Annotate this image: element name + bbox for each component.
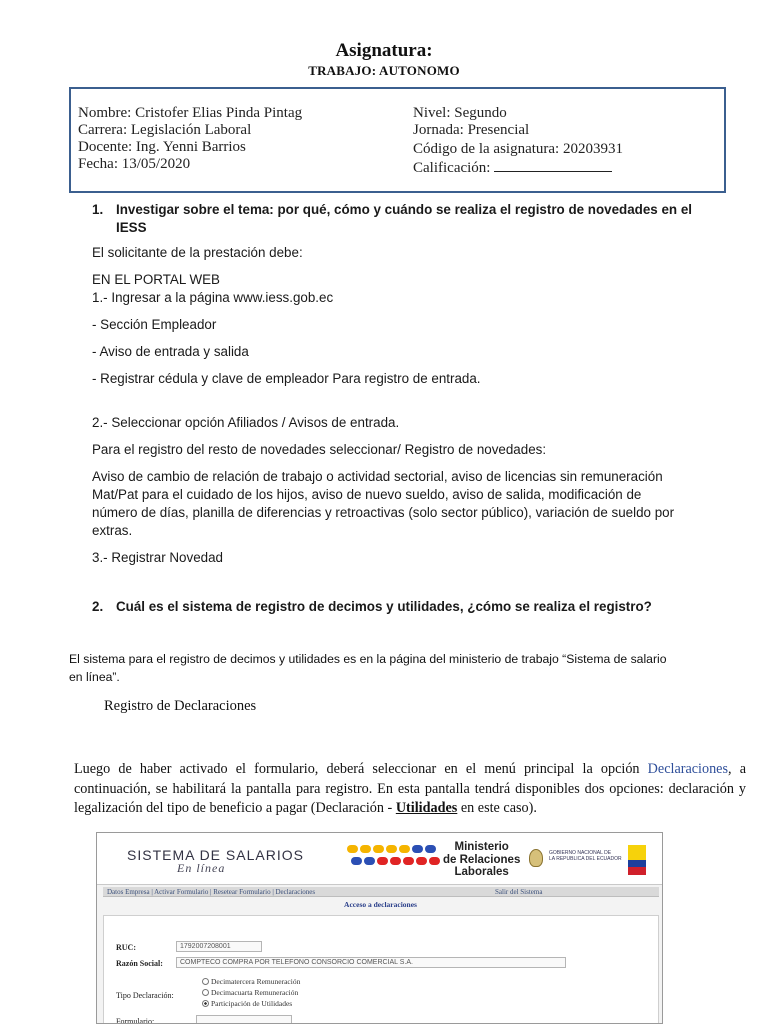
utilidades-text: Utilidades xyxy=(395,800,458,816)
step-1: 1.- Ingresar a la página www.iess.gob.ec xyxy=(92,290,334,305)
radio-circle-icon xyxy=(202,989,209,996)
radio-utilidades[interactable]: Participación de Utilidades xyxy=(202,999,292,1008)
step-aviso: - Aviso de entrada y salida xyxy=(92,344,249,359)
student-name: Nombre: Cristofer Elias Pinda Pintag xyxy=(78,105,303,121)
ruc-field[interactable]: 1792007208001 xyxy=(176,941,262,952)
logout-link[interactable]: Salir del Sistema xyxy=(495,888,543,896)
logo-dot xyxy=(364,857,375,865)
registro-text-c: en este caso). xyxy=(457,800,537,816)
level: Nivel: Segundo xyxy=(413,105,507,121)
question-1-number: 1. xyxy=(92,202,104,217)
ministry-line-3: Laborales xyxy=(454,866,509,878)
logo-dot xyxy=(412,845,423,853)
government-line-1: GOBIERNO NACIONAL DE xyxy=(549,850,612,856)
course-code: Código de la asignatura: 20203931 xyxy=(413,141,623,157)
logo-dot xyxy=(399,845,410,853)
sistema-line-1: El sistema para el registro de decimos y utilidades es en la página del ministerio de trabajo “Sistema de salario xyxy=(69,652,667,666)
government-text xyxy=(549,850,622,862)
registro-heading: Registro de Declaraciones xyxy=(104,698,257,714)
grade xyxy=(413,160,612,177)
logo-dot xyxy=(347,845,358,853)
grade-blank-line xyxy=(494,160,612,172)
logo-dot xyxy=(386,845,397,853)
ministry-line-1: Ministerio xyxy=(454,841,509,853)
razon-social-label: Razón Social: xyxy=(116,959,163,968)
registro-text-b: , a continuación, se habilitará la pantalla para registro. En esta pantalla tendrá disponibles dos opciones: declaración y legalización del tipo de beneficio a pagar (Declaración - xyxy=(74,761,746,816)
document-subtitle: TRABAJO: AUTONOMO xyxy=(308,63,460,78)
system-nav-menu[interactable]: Datos Empresa | Activar Formulario | Resetear Formulario | Declaraciones xyxy=(107,888,316,896)
razon-social-field[interactable]: COMPTECO COMPRA POR TELEFONO CONSORCIO COMERCIAL S.A. xyxy=(176,957,566,968)
tipo-declaracion-label: Tipo Declaración: xyxy=(116,991,174,1000)
ruc-label: RUC: xyxy=(116,943,136,952)
system-subtitle: En línea xyxy=(177,861,226,875)
radio-decimatercera[interactable]: Decimatercera Remuneración xyxy=(202,977,300,986)
radio-selected-icon xyxy=(202,1000,209,1007)
formulario-label: Formulario: xyxy=(116,1017,155,1024)
formulario-field[interactable] xyxy=(196,1015,292,1024)
avisos-line-1: Aviso de cambio de relación de trabajo o actividad sectorial, aviso de licencias sin remuneración xyxy=(92,469,663,484)
sistema-line-2: en línea”. xyxy=(69,670,120,684)
question-1-line1: Investigar sobre el tema: por qué, cómo y cuándo se realiza el registro de novedades en el xyxy=(116,202,692,217)
question-2 xyxy=(92,598,652,617)
resto-text: Para el registro del resto de novedades seleccionar/ Registro de novedades: xyxy=(92,442,547,457)
system-title: SISTEMA DE SALARIOS xyxy=(127,847,304,863)
declaraciones-link-text: Declaraciones xyxy=(647,761,729,777)
schedule: Jornada: Presencial xyxy=(413,122,530,138)
logo-dot xyxy=(373,845,384,853)
ecuador-crest-icon xyxy=(529,849,543,867)
avisos-line-3: número de días, planilla de diferencias y retroactivas (solo sector público), variación de sueldo por xyxy=(92,505,675,520)
registro-text-a: Luego de haber activado el formulario, deberá seleccionar en el menú principal la opción xyxy=(74,761,648,777)
government-line-2: LA REPUBLICA DEL ECUADOR xyxy=(549,856,622,862)
date: Fecha: 13/05/2020 xyxy=(78,156,191,172)
step-seccion: - Sección Empleador xyxy=(92,317,217,332)
career: Carrera: Legislación Laboral xyxy=(78,122,252,138)
question-1 xyxy=(92,201,692,220)
system-nav-bar xyxy=(103,887,659,897)
acceso-heading: Acceso a declaraciones xyxy=(344,900,417,909)
system-screenshot xyxy=(96,832,663,1024)
solicitante-text: El solicitante de la prestación debe: xyxy=(92,245,303,260)
teacher: Docente: Ing. Yenni Barrios xyxy=(78,139,246,155)
step-2: 2.- Seleccionar opción Afiliados / Avisos de entrada. xyxy=(92,415,400,430)
portal-heading: EN EL PORTAL WEB xyxy=(92,272,220,287)
question-1-line2: IESS xyxy=(116,220,147,235)
logo-dot xyxy=(429,857,440,865)
registro-paragraph xyxy=(74,760,746,819)
system-header xyxy=(97,833,663,885)
question-2-number: 2. xyxy=(92,599,104,614)
grade-label: Calificación: xyxy=(413,160,491,176)
logo-dot xyxy=(390,857,401,865)
document-title: Asignatura: xyxy=(335,40,433,61)
student-info-box xyxy=(69,87,726,193)
radio-circle-icon xyxy=(202,978,209,985)
ecuador-flag-icon xyxy=(628,845,646,875)
logo-dot xyxy=(403,857,414,865)
radio-decimacuarta[interactable]: Decimacuarta Remuneración xyxy=(202,988,298,997)
step-3: 3.- Registrar Novedad xyxy=(92,550,223,565)
step-registrar: - Registrar cédula y clave de empleador Para registro de entrada. xyxy=(92,371,481,386)
logo-dot xyxy=(377,857,388,865)
avisos-line-4: extras. xyxy=(92,523,133,538)
avisos-line-2: Mat/Pat para el cuidado de los hijos, aviso de nuevo sueldo, aviso de salida, modificación de xyxy=(92,487,642,502)
ministry-line-2: de Relaciones xyxy=(443,853,521,866)
question-2-text: Cuál es el sistema de registro de decimos y utilidades, ¿cómo se realiza el registro? xyxy=(116,599,652,614)
logo-dot xyxy=(360,845,371,853)
logo-dot xyxy=(351,857,362,865)
logo-dot xyxy=(425,845,436,853)
logo-dot xyxy=(416,857,427,865)
declaration-form xyxy=(103,915,659,1024)
ministry-name xyxy=(443,841,520,879)
